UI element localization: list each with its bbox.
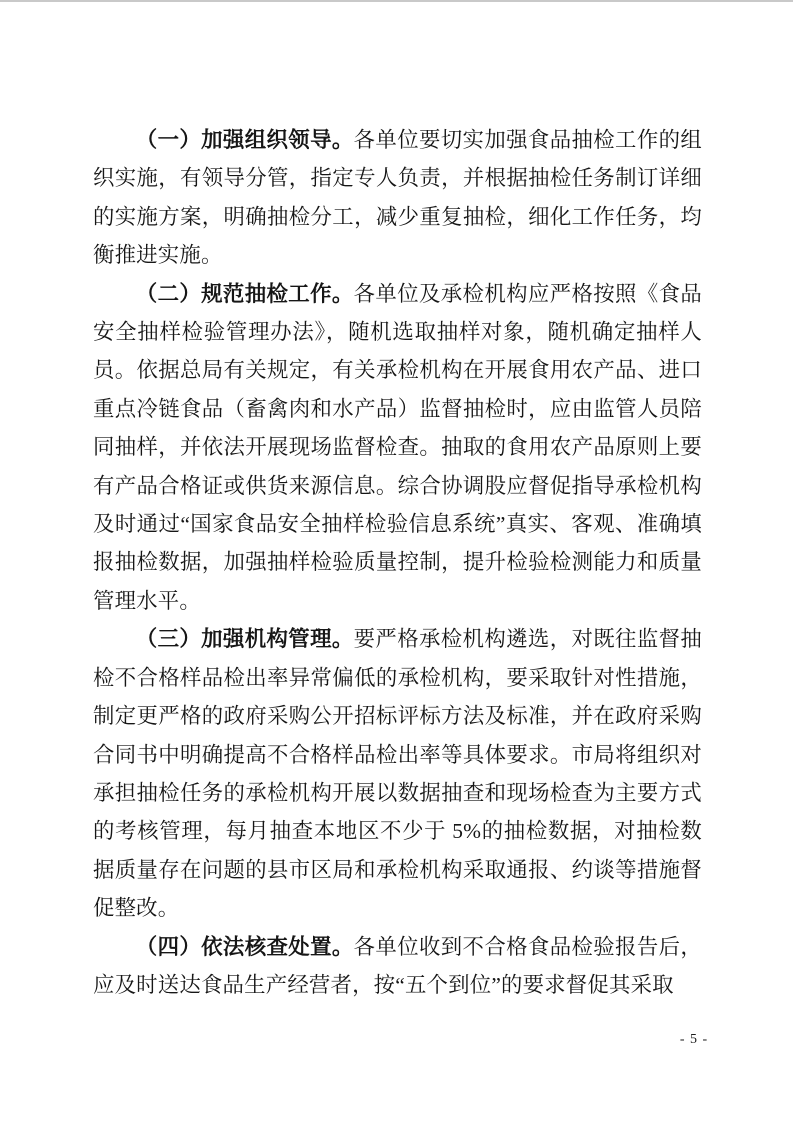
paragraph-1-text: 各单位要切实加强食品抽检工作的组织实施，有领导分管，指定专人负责，并根据抽检任务制订详细的实施方案，明确抽检分工，减少重复抽检，细化工作任务，均衡推进实施。: [93, 128, 702, 268]
paragraph-4-text: 各单位收到不合格食品检验报告后，应及时送达食品生产经营者，按“五个到位”的要求督促其采取: [93, 934, 702, 997]
paragraph-2-heading: （二）规范抽检工作。: [135, 281, 354, 306]
paragraph-4: [93, 928, 702, 1005]
paragraph-4-heading: （四）依法核查处置。: [135, 934, 354, 959]
document-body: [93, 121, 702, 1004]
paragraph-3-text: 要严格承检机构遴选，对既往监督抽检不合格样品检出率异常偏低的承检机构，要采取针对性措施，制定更严格的政府采购公开招标评标方法及标准，并在政府采购合同书中明确提高不合格样品检出率等具体要求。市局将组织对承担抽检任务的承检机构开展以数据抽查和现场检查为主要方式的考核管理，每月抽查本地区不少于 5%的抽检数据，对抽检数据质量存在问题的县市区局和承检机构采取通报、约谈等措施督促整改。: [93, 627, 702, 921]
paragraph-3-heading: （三）加强机构管理。: [135, 627, 354, 652]
paragraph-1: [93, 121, 702, 275]
paragraph-2-text: 各单位及承检机构应严格按照《食品安全抽样检验管理办法》，随机选取抽样对象，随机确定抽样人员。依据总局有关规定，有关承检机构在开展食用农产品、进口重点冷链食品（畜禽肉和水产品）监督抽检时，应由监管人员陪同抽样，并依法开展现场监督检查。抽取的食用农产品原则上要有产品合格证或供货来源信息。综合协调股应督促指导承检机构及时通过“国家食品安全抽样检验信息系统”真实、客观、准确填报抽检数据，加强抽样检验质量控制，提升检验检测能力和质量管理水平。: [93, 281, 702, 613]
paragraph-2: [93, 275, 702, 621]
scan-edge-line: [0, 0, 793, 2]
paragraph-1-heading: （一）加强组织领导。: [135, 128, 354, 152]
page-number: - 5 -: [679, 1032, 709, 1047]
paragraph-3: [93, 620, 702, 927]
